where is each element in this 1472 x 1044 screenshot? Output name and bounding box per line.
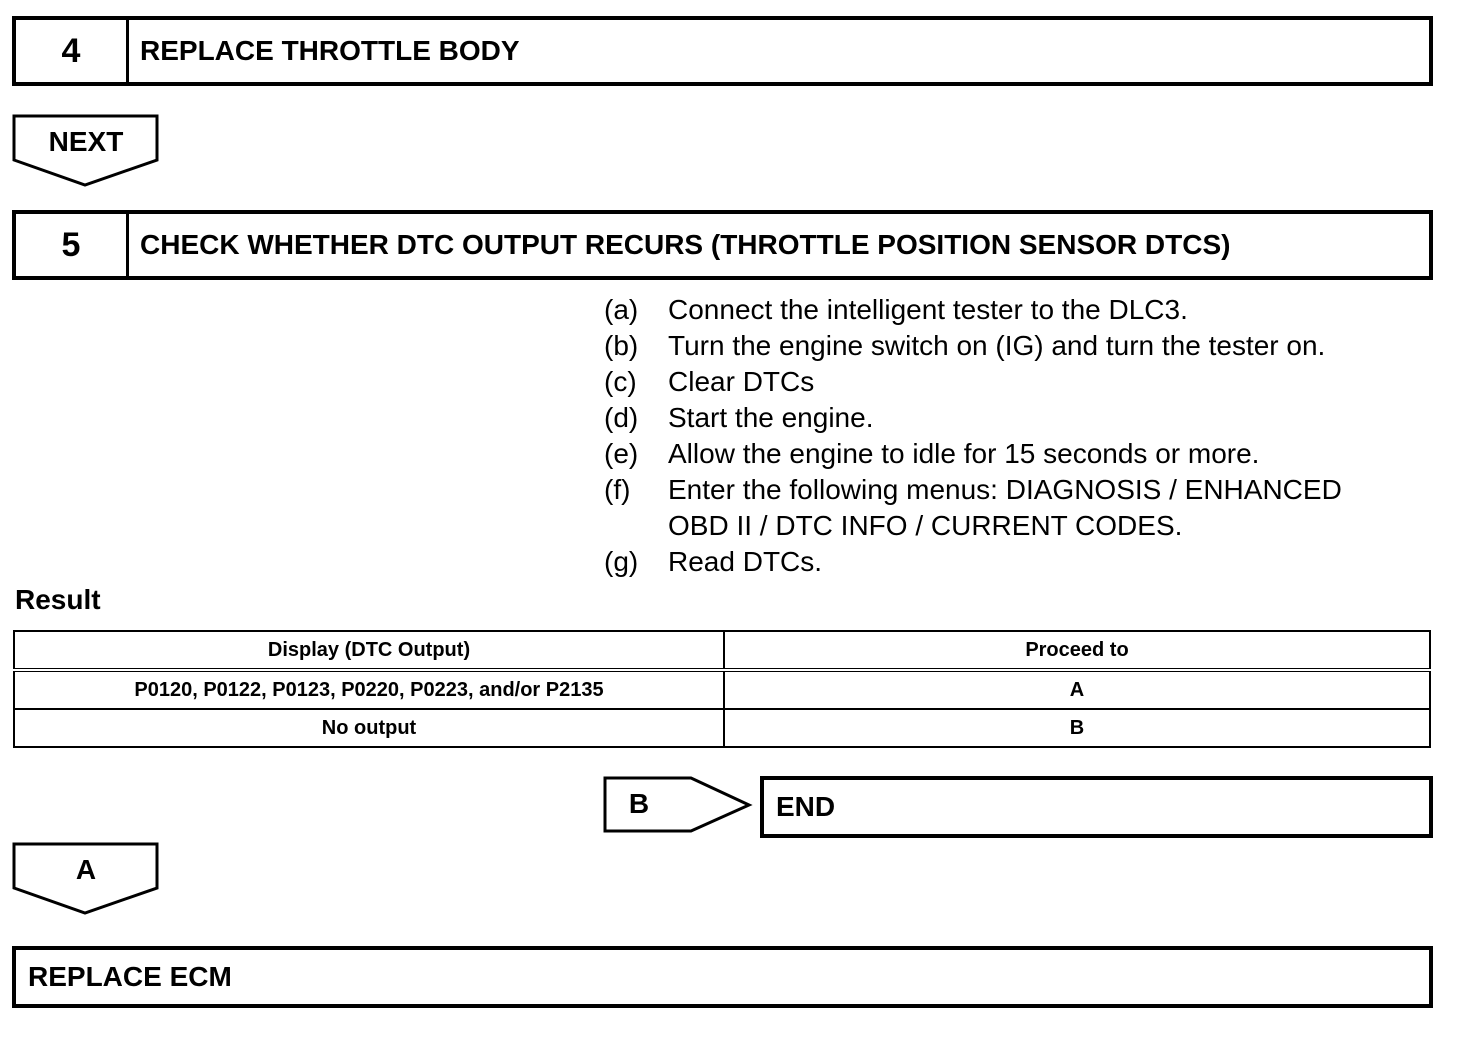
step-4-number: 4 [16,20,129,82]
table-cell: No output [14,709,724,747]
next-label: NEXT [48,126,124,157]
table-cell: A [724,670,1430,709]
result-table [13,630,1431,748]
instruction-text: Enter the following menus: DIAGNOSIS / ENHANCED [668,474,1342,505]
instruction-text: Clear DTCs [668,366,815,397]
instruction-letter: (e) [604,438,639,469]
instruction-text: OBD II / DTC INFO / CURRENT CODES. [668,510,1183,541]
instruction-text: Turn the engine switch on (IG) and turn the tester on. [668,330,1326,361]
instruction-letter: (b) [604,330,639,361]
table-cell: P0120, P0122, P0123, P0220, P0223, and/or P2135 [14,670,724,709]
instruction-letter: (c) [604,366,637,397]
instruction-letter: (f) [604,474,631,505]
result-label: Result [15,584,101,615]
instruction-text: Allow the engine to idle for 15 seconds or more. [668,438,1260,469]
step-4-title: REPLACE THROTTLE BODY [140,35,520,66]
instruction-letter: (g) [604,546,639,577]
table-header: Proceed to [724,631,1430,670]
step-5-box [12,210,1433,280]
instruction-text: Connect the intelligent tester to the DLC3. [668,294,1188,325]
step-4-box [12,16,1433,86]
branch-b-label: B [628,788,650,819]
table-header-row [14,631,1430,670]
table-row [14,709,1430,747]
step-5-title: CHECK WHETHER DTC OUTPUT RECURS (THROTTLE POSITION SENSOR DTCS) [140,229,1231,260]
table-header: Display (DTC Output) [14,631,724,670]
table-row [14,670,1430,709]
end-label: END [776,791,836,822]
instruction-text: Read DTCs. [668,546,823,577]
instruction-text: Start the engine. [668,402,874,433]
step-5-number: 5 [16,214,129,276]
replace-ecm-box [12,946,1433,1008]
instruction-letter: (d) [604,402,639,433]
branch-a-label: A [75,854,97,885]
instruction-letter: (a) [604,294,639,325]
end-box [760,776,1433,838]
table-cell: B [724,709,1430,747]
replace-ecm-title: REPLACE ECM [28,961,232,992]
